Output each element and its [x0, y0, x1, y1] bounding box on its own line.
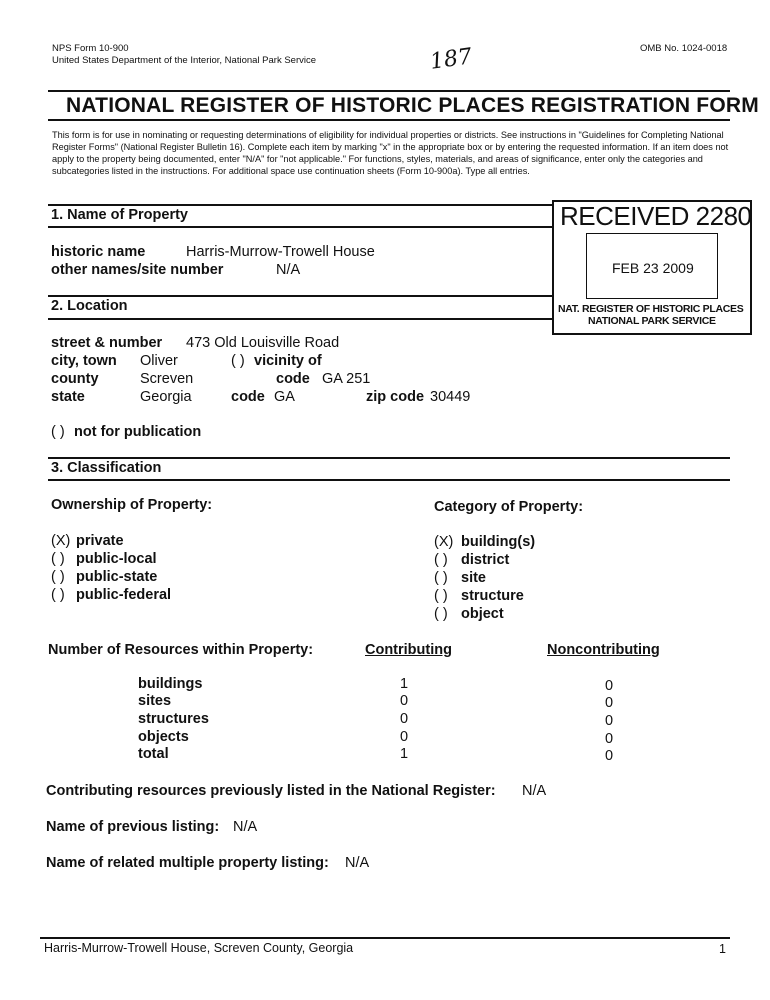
handwritten-number: 187 — [428, 44, 474, 75]
other-names-label: other names/site number — [51, 262, 224, 278]
county-value: Screven — [140, 371, 194, 387]
resource-noncontributing: 0 — [605, 731, 614, 747]
other-names-value: N/A — [276, 262, 301, 278]
prev-listing-value: N/A — [233, 819, 258, 835]
zip-value: 30449 — [430, 389, 471, 405]
ownership-public-local-label: public-local — [76, 551, 157, 567]
category-district-checkbox[interactable]: ( ) — [434, 552, 448, 568]
section1-top-rule — [48, 204, 552, 206]
footer-rule — [40, 937, 730, 939]
category-building-checkbox[interactable]: (X) — [434, 534, 454, 550]
section2-bottom-rule — [48, 318, 552, 320]
instructions: This form is for use in nominating or requesting determinations of eligibility for individual properties or districts. See instructions in "Guidelines for Completing National Register Forms" (National Register Bulletin 16). Complete each item by marking "x" in the appropriate box or by entering the requested information. If an item does not apply to the property being documented, enter "N/A" for "not applicable." For functions, styles, materials, and areas of significance, enter only the categories and subcategories listed in the instructions. For additional space use continuation sheets (Form 10-900a). Type all entries. — [52, 130, 729, 176]
category-building-label: building(s) — [461, 534, 536, 550]
related-listing-label: Name of related multiple property listing: — [46, 855, 329, 871]
resources-heading: Number of Resources within Property: — [48, 642, 314, 658]
street-value: 473 Old Louisville Road — [186, 335, 340, 351]
stamp-line2: NATIONAL PARK SERVICE — [588, 315, 716, 327]
prev-listing-label: Name of previous listing: — [46, 819, 220, 835]
zip-label: zip code — [366, 389, 425, 405]
city-value: Oliver — [140, 353, 178, 369]
resource-contributing: 1 — [400, 676, 409, 692]
section2-top-rule — [48, 295, 552, 297]
city-label: city, town — [51, 353, 117, 369]
vicinity-checkbox[interactable]: ( ) — [231, 353, 245, 369]
stamp-line1: NAT. REGISTER OF HISTORIC PLACES — [558, 303, 744, 315]
ownership-heading: Ownership of Property: — [51, 497, 213, 513]
not-for-publication-label: not for publication — [74, 424, 202, 440]
ownership-private-checkbox[interactable]: (X) — [51, 533, 71, 549]
resource-label: objects — [138, 729, 189, 745]
street-label: street & number — [51, 335, 163, 351]
historic-name-value: Harris-Murrow-Trowell House — [186, 244, 375, 260]
state-label: state — [51, 389, 85, 405]
section1-heading: 1. Name of Property — [51, 207, 188, 223]
ownership-public-local-checkbox[interactable]: ( ) — [51, 551, 65, 567]
footer-text: Harris-Murrow-Trowell House, Screven County, Georgia — [44, 941, 354, 955]
category-heading: Category of Property: — [434, 499, 584, 515]
not-for-publication-checkbox[interactable]: ( ) — [51, 424, 65, 440]
resource-noncontributing: 0 — [605, 713, 614, 729]
resource-contributing: 0 — [400, 693, 409, 709]
resource-contributing: 0 — [400, 729, 409, 745]
omb-number: OMB No. 1024-0018 — [640, 43, 728, 54]
county-label: county — [51, 371, 99, 387]
ownership-public-federal-checkbox[interactable]: ( ) — [51, 587, 65, 603]
category-site-label: site — [461, 570, 486, 586]
resource-noncontributing: 0 — [605, 678, 614, 694]
resource-label: sites — [138, 693, 172, 709]
section3-heading: 3. Classification — [51, 460, 162, 476]
noncontributing-header: Noncontributing — [547, 642, 660, 658]
title-bottom-rule — [48, 119, 730, 121]
ownership-private-label: private — [76, 533, 124, 549]
resource-label: structures — [138, 711, 209, 727]
section1-bottom-rule — [48, 226, 552, 228]
section2-heading: 2. Location — [51, 298, 128, 314]
state-value: Georgia — [140, 389, 192, 405]
county-code-value: GA 251 — [322, 371, 371, 387]
agency-name: United States Department of the Interior, National Park Service — [52, 55, 317, 66]
title-top-rule — [48, 90, 730, 92]
section3-top-rule — [48, 457, 730, 459]
resource-label: buildings — [138, 676, 203, 692]
historic-name-label: historic name — [51, 244, 146, 260]
form-title: NATIONAL REGISTER OF HISTORIC PLACES REGISTRATION FORM — [66, 94, 759, 117]
category-object-label: object — [461, 606, 504, 622]
state-code-label: code — [231, 389, 265, 405]
resource-noncontributing: 0 — [605, 748, 614, 764]
state-code-value: GA — [274, 389, 295, 405]
form-id: NPS Form 10-900 — [52, 43, 129, 54]
category-district-label: district — [461, 552, 510, 568]
ownership-public-state-label: public-state — [76, 569, 158, 585]
ownership-public-federal-label: public-federal — [76, 587, 172, 603]
page-number: 1 — [719, 942, 726, 956]
resource-contributing: 0 — [400, 711, 409, 727]
contributing-header: Contributing — [365, 642, 452, 658]
resource-contributing: 1 — [400, 746, 409, 762]
prev-listed-label: Contributing resources previously listed in the National Register: — [46, 783, 496, 799]
category-structure-checkbox[interactable]: ( ) — [434, 588, 448, 604]
resource-label: total — [138, 746, 169, 762]
vicinity-label: vicinity of — [254, 353, 322, 369]
section3-bottom-rule — [48, 479, 730, 481]
category-structure-label: structure — [461, 588, 524, 604]
prev-listed-value: N/A — [522, 783, 547, 799]
stamp-received: RECEIVED 2280 — [560, 201, 752, 231]
category-site-checkbox[interactable]: ( ) — [434, 570, 448, 586]
category-object-checkbox[interactable]: ( ) — [434, 606, 448, 622]
county-code-label: code — [276, 371, 310, 387]
resource-noncontributing: 0 — [605, 695, 614, 711]
stamp-date: FEB 23 2009 — [612, 260, 694, 276]
ownership-public-state-checkbox[interactable]: ( ) — [51, 569, 65, 585]
related-listing-value: N/A — [345, 855, 370, 871]
